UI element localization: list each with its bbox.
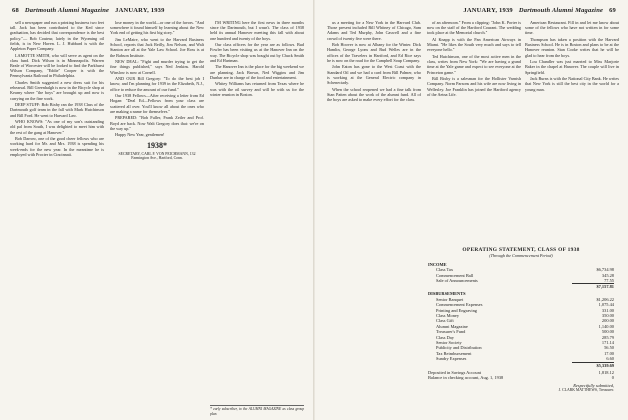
paragraph: American Restaurant. Fill in and let me know about some of the fellows who have not written in for some time. [525, 20, 619, 36]
row-label: Sale of Announcements [436, 278, 478, 284]
row-amount: 200.00 [601, 318, 614, 324]
paragraph: LAMOTTE SMITH, who will serve as agent on the class fund. Dick Wilson is in Minneapolis. Warren Beale of Worcester will be looked to find the Parkhurst Wilson Company, "Eddie" Cooper is with the Pennsylvania Railroad in Philadelphia. [10, 52, 104, 79]
balance-label: Balance in checking account, Aug. 1, 1938 [428, 375, 504, 381]
statement-title: OPERATING STATEMENT, CLASS OF 1938 [462, 247, 580, 253]
class-heading: 1938* [147, 140, 167, 150]
paragraph: Ted Hutchinson, one of the most active men in the class, writes from New York: "We are having a grand time at the Yale game and expect to see everyone at the Princeton game." [427, 54, 521, 75]
right-column-1 [327, 20, 421, 416]
row-amount: 331.00 [601, 307, 614, 313]
paragraph: Thompson has taken a position with the Harvard Business School. He is in Boston and plans to be at the Hanover reunion. Stan Cooke writes that he will be glad to hear from the boys. [525, 37, 619, 58]
page-number: 69 [609, 6, 616, 14]
left-page-header [12, 4, 301, 16]
paragraph: PREPARED: "Bob Fuller, Frank Zeiler and Prof. Boyd are back. Now Walt Gregory does that: we're on the way up." [110, 115, 204, 131]
issue-date: JANUARY, 1939 [463, 6, 513, 14]
left-page [0, 0, 313, 420]
right-page-header [327, 4, 616, 16]
row-amount: 350.00 [601, 312, 614, 318]
row-amount: 345.28 [601, 272, 614, 278]
row-amount: 17.00 [604, 350, 614, 356]
paragraph: Al Knapp is with the Pan American Airways in Miami. "He likes the South very much and says to tell everyone hello." [427, 37, 521, 53]
right-column-2 [427, 20, 521, 242]
row-amount: 6.60 [606, 356, 614, 362]
deposit-label: Deposited in Savings Account [428, 370, 482, 376]
row-amount: 1,075.44 [598, 302, 614, 308]
paragraph: I'M WRITING here the first news in three months since the Dartmouth, but I wasn't. The class of 1938 held its annual Hanover meeting this fall with about one hundred and twenty of the boys. [210, 20, 304, 41]
paragraph: lose money in the world—or one of the favors. "And somewhere it found himself by learning about the New York end of getting his first big story." [110, 20, 204, 36]
income-total-row [428, 283, 614, 289]
row-label: Class Day [436, 334, 454, 340]
row-label: Senior Banquet [436, 296, 464, 302]
paragraph: Jim LeMaire, who went to the Harvard Business School, reports that Jack Reilly, Jim Nelson, and Walt Stanton are all at the Yale Law School. Joe Ross is at the Babson Institute. [110, 37, 204, 58]
row-amount: 285.79 [601, 334, 614, 340]
paragraph: Lou Chandler was just married to Miss Marjorie Baker in the chapel at Hanover. The couple will live in Springfield. [525, 59, 619, 75]
row-label: Printing and Engraving [436, 307, 477, 313]
paragraph: Charles Smith suggested a new dress suit for his rehearsal. Bill Greenhalgh is now in the Bicycle shop at Kearny where "the boys" are brought up and now is carrying on the fine work. [10, 80, 104, 101]
row-label: Tax Reimbursement [436, 350, 472, 356]
income-total: $7,157.81 [572, 283, 614, 289]
left-column-2 [110, 20, 204, 416]
paragraph: Jack Burns is with the National City Bank. He writes that New York is still the best city in the world for a young man. [525, 76, 619, 92]
magazine-title: Dartmouth Alumni Magazine [518, 6, 604, 14]
statement-signer: J. CLARK MATTHEWS, Treasurer. [558, 388, 614, 393]
right-page [315, 0, 628, 420]
row-label: Sundry Expenses [436, 356, 467, 362]
row-amount: 56.50 [604, 345, 614, 351]
deposit-amount: 1,818.12 [598, 370, 614, 376]
row-label: Treasurer's Fund [436, 329, 466, 335]
statement-signoff: Respectfully submitted, [573, 382, 614, 388]
row-amount: 500.00 [601, 329, 614, 335]
paragraph: Bob Hoover is now at Albany for the Winter. Dick Hamlin, George Lyons and Bud Welles are in the offices of the Travelers in Hartford, and Ed Rice says he is now on the road for the Campbell Soup Company. [327, 42, 421, 63]
balance-amount: 0 [611, 375, 614, 381]
row-label: Commencement Ball [436, 272, 474, 278]
row-label: Publicity and Distribution [436, 345, 482, 351]
row-label: Alumni Magazine [436, 323, 468, 329]
row-amount: $6,734.98 [596, 267, 614, 273]
row-label: Class Gift [436, 318, 454, 324]
row-amount: 171.14 [601, 340, 614, 345]
paragraph: WHO KNOWS: "As one of my son's outstanding old pal from South, I was delighted to meet him with the rest of the gang at Hanover." [10, 119, 104, 135]
paragraph: Whitey Williams has returned from Texas where he was with the oil survey and will be with us for the winter reunion in Boston. [210, 81, 304, 97]
balance-row [428, 375, 614, 380]
income-heading: INCOME [428, 261, 447, 267]
paragraph: us a meeting for a New York in the Harvard Club. Those present included Bill Whitney of Chicago, Sam Adams and Ted Murphy, John Caswell and a fine crowd of twenty five were there. [327, 20, 421, 41]
statement-subtitle: (Through the Commencement Period) [489, 253, 553, 259]
magazine-title: Dartmouth Alumni Magazine [24, 6, 110, 14]
row-label: Class Money [436, 312, 460, 318]
row-label: Commencement Expenses [436, 302, 483, 308]
left-column-1 [10, 20, 104, 416]
paragraph: The Hanover Inn is the place for the big weekend we are planning. Jack Brown, Ned Wiggins and Jim Dunbar are in charge of the food and entertainment. [210, 64, 304, 80]
left-column-3 [210, 20, 304, 416]
row-label: Class Tax [436, 267, 454, 273]
operating-statement [428, 248, 614, 394]
paragraph: When the school reopened we had a fine talk from Stan Patten about the work of the alumni fund. All of the boys are asked to make every effort for the class. [327, 86, 421, 103]
paragraph: of an afternoon." From a clipping: "John K. Porter is now on the staff of the Hartford Courant. The wedding took place at the Memorial church." [427, 20, 521, 36]
paragraph: AND OUR Bill Gregory: "To do the best job I know; and I'm planning for 1939 in the Elizabeth, N.J., office to reduce the amount of our fund." [110, 76, 204, 92]
disbursements-total-row [428, 362, 614, 368]
paragraph: Our 1938 Fellows—After receiving a letter from Ed Hogan: "Deal Ed—Fellows from your class are scattered all over. You'll know all about the ones who are making a name for themselves." [110, 93, 204, 114]
paragraph: NEW DEAL: "Fight and murder trying to get the fine things published," says Ned Jenkins. Harold Winslow is now at Cornell. [110, 59, 204, 75]
paragraph: John Eaton has gone to the West Coast with the Standard Oil and we had a card from Bill Palmer, who is working at the General Electric company in Schenectady. [327, 64, 421, 86]
paragraph: sell a newspaper and run a printing business two feet tall. Jack has been contributed to the Ked since graduation, has decided that correspondence is the best policy."— Bob Couteur, lately in the Wyoming oil fields, is in New Haven. L. J. Hubbard is with the Appleton Paper Company. [10, 20, 104, 52]
row-label: Senior Society [436, 340, 462, 345]
row-amount: $1,206.22 [596, 296, 614, 302]
page-number: 68 [12, 6, 19, 14]
disbursements-total: $5,339.69 [572, 362, 614, 368]
paragraph: DEEP STUFF: Bob Bixby ran the 1938 Class of the Dartmouth golf team in the fall with Mark Hutchinson and Bill Ford. He went to Harvard Law. [10, 102, 104, 118]
disbursements-heading: DISBURSEMENTS [428, 291, 466, 297]
paragraph: Bill Bixby is a salesman for the Hollister Varnish Company. Norm Parsons and his wife are now living in Wellesley. Joe Franklin has joined the Hartford agency of the Aetna Life. [427, 76, 521, 97]
paragraph: Bob Darrow, one of the good cheer fellows who are working hard for Mr. and Mrs. 1938 is spending his week-ends for the new year. In the meantime he is employed with Procter in Cincinnati. [10, 136, 104, 157]
issue-date: JANUARY, 1939 [115, 6, 165, 14]
paragraph: Our class officers for the year are as follows. Bud Fowler has been visiting us at the Hanover Inn on the way. The Bicycle shop was bought out by Chuck Smith and Ed Hartman. [210, 42, 304, 63]
right-column-3 [525, 20, 619, 242]
footnote: * early subscriber, to the ALUMNI MAGAZINE as class group plan. [210, 407, 304, 416]
paragraph: Happy New Year, gentlemen! [115, 132, 165, 138]
row-amount: 1,140.00 [598, 323, 614, 329]
class-secretary: SECRETARY, CARL F. VON PEICHMANN, 132 Farmington Ave., Hartford, Conn. [118, 151, 196, 161]
row-amount: 77.55 [604, 278, 614, 284]
